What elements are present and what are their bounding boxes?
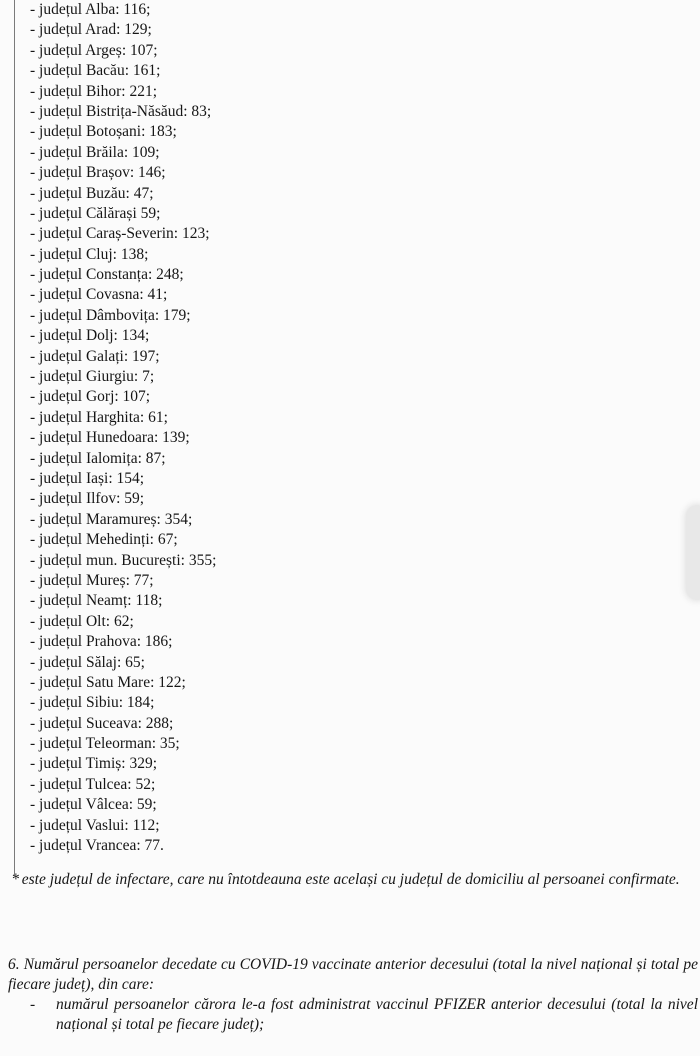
list-item: - județul Dolj: 134; (30, 327, 150, 345)
list-item: - județul Vaslui: 112; (30, 816, 160, 834)
list-item: - județul Bihor: 221; (30, 82, 158, 100)
list-item: - județul Caraș-Severin: 123; (30, 225, 210, 243)
list-item: - județul Tulcea: 52; (30, 775, 156, 793)
list-item: - județul Ialomița: 87; (30, 449, 166, 467)
list-item: - județul Satu Mare: 122; (30, 673, 186, 691)
list-item: - județul Prahova: 186; (30, 633, 173, 651)
scan-edge-shadow (686, 505, 700, 600)
list-item: - județul Bistrița-Năsăud: 83; (30, 102, 212, 120)
list-item: - județul Arad: 129; (30, 21, 152, 39)
list-item: - județul Neamț: 118; (30, 592, 163, 610)
list-item: - județul Sibiu: 184; (30, 694, 155, 712)
list-item: - județul Hunedoara: 139; (30, 429, 190, 447)
list-item: - județul Alba: 116; (30, 1, 151, 18)
list-item: - județul Galați: 197; (30, 347, 160, 365)
list-item: - județul Cluj: 138; (30, 245, 149, 263)
list-item: - județul Călărași 59; (30, 204, 161, 222)
list-item: - județul Argeș: 107; (30, 41, 158, 59)
page-margin-line (14, 0, 15, 875)
list-item: - județul Covasna: 41; (30, 286, 168, 304)
list-item: - județul Vâlcea: 59; (30, 796, 157, 814)
list-item: - județul Timiș: 329; (30, 755, 158, 773)
list-item: - județul Harghita: 61; (30, 408, 168, 426)
list-item: - județul Bacău: 161; (30, 62, 161, 80)
list-item: - județul Maramureș: 354; (30, 510, 193, 528)
list-item: - județul Ilfov: 59; (30, 490, 145, 508)
list-item: - județul Teleorman: 35; (30, 735, 180, 753)
footnote-text: este județul de infectare, care nu întotdeauna este același cu județul de domiciliu al persoanei confirmate. (21, 871, 680, 888)
county-list (30, 0, 216, 856)
list-item: - județul Dâmbovița: 179; (30, 306, 191, 324)
section-6-heading: 6. Numărul persoanelor decedate cu COVID-19 vaccinate anterior decesului (total la nivel național și total pe fiecare județ), din care: (8, 956, 698, 993)
footnote (12, 870, 698, 890)
bullet-dash: - (30, 996, 36, 1013)
list-item: - județul Brașov: 146; (30, 164, 166, 182)
list-item: - județul Mehedinți: 67; (30, 531, 178, 549)
footnote-marker: * (12, 871, 20, 888)
list-item: - județul Constanța: 248; (30, 266, 184, 284)
section-6 (8, 955, 698, 1035)
list-item: - județul Gorj: 107; (30, 388, 151, 406)
section-6-bullet (8, 995, 698, 1035)
list-item: - județul Sălaj: 65; (30, 653, 145, 671)
list-item: - județul Mureș: 77; (30, 571, 154, 589)
list-item: - județul Brăila: 109; (30, 143, 160, 161)
list-item: - județul Giurgiu: 7; (30, 368, 155, 386)
bullet-text: numărul persoanelor cărora le-a fost administrat vaccinul PFIZER anterior decesului (total la nivel național și total pe fiecare județ); (56, 996, 698, 1033)
list-item: - județul mun. București: 355; (30, 551, 217, 569)
list-item: - județul Suceava: 288; (30, 714, 174, 732)
list-item: - județul Vrancea: 77. (30, 837, 164, 855)
list-item: - județul Buzău: 47; (30, 184, 154, 202)
list-item: - județul Botoșani: 183; (30, 123, 177, 141)
list-item: - județul Olt: 62; (30, 612, 134, 630)
list-item: - județul Iași: 154; (30, 469, 145, 487)
